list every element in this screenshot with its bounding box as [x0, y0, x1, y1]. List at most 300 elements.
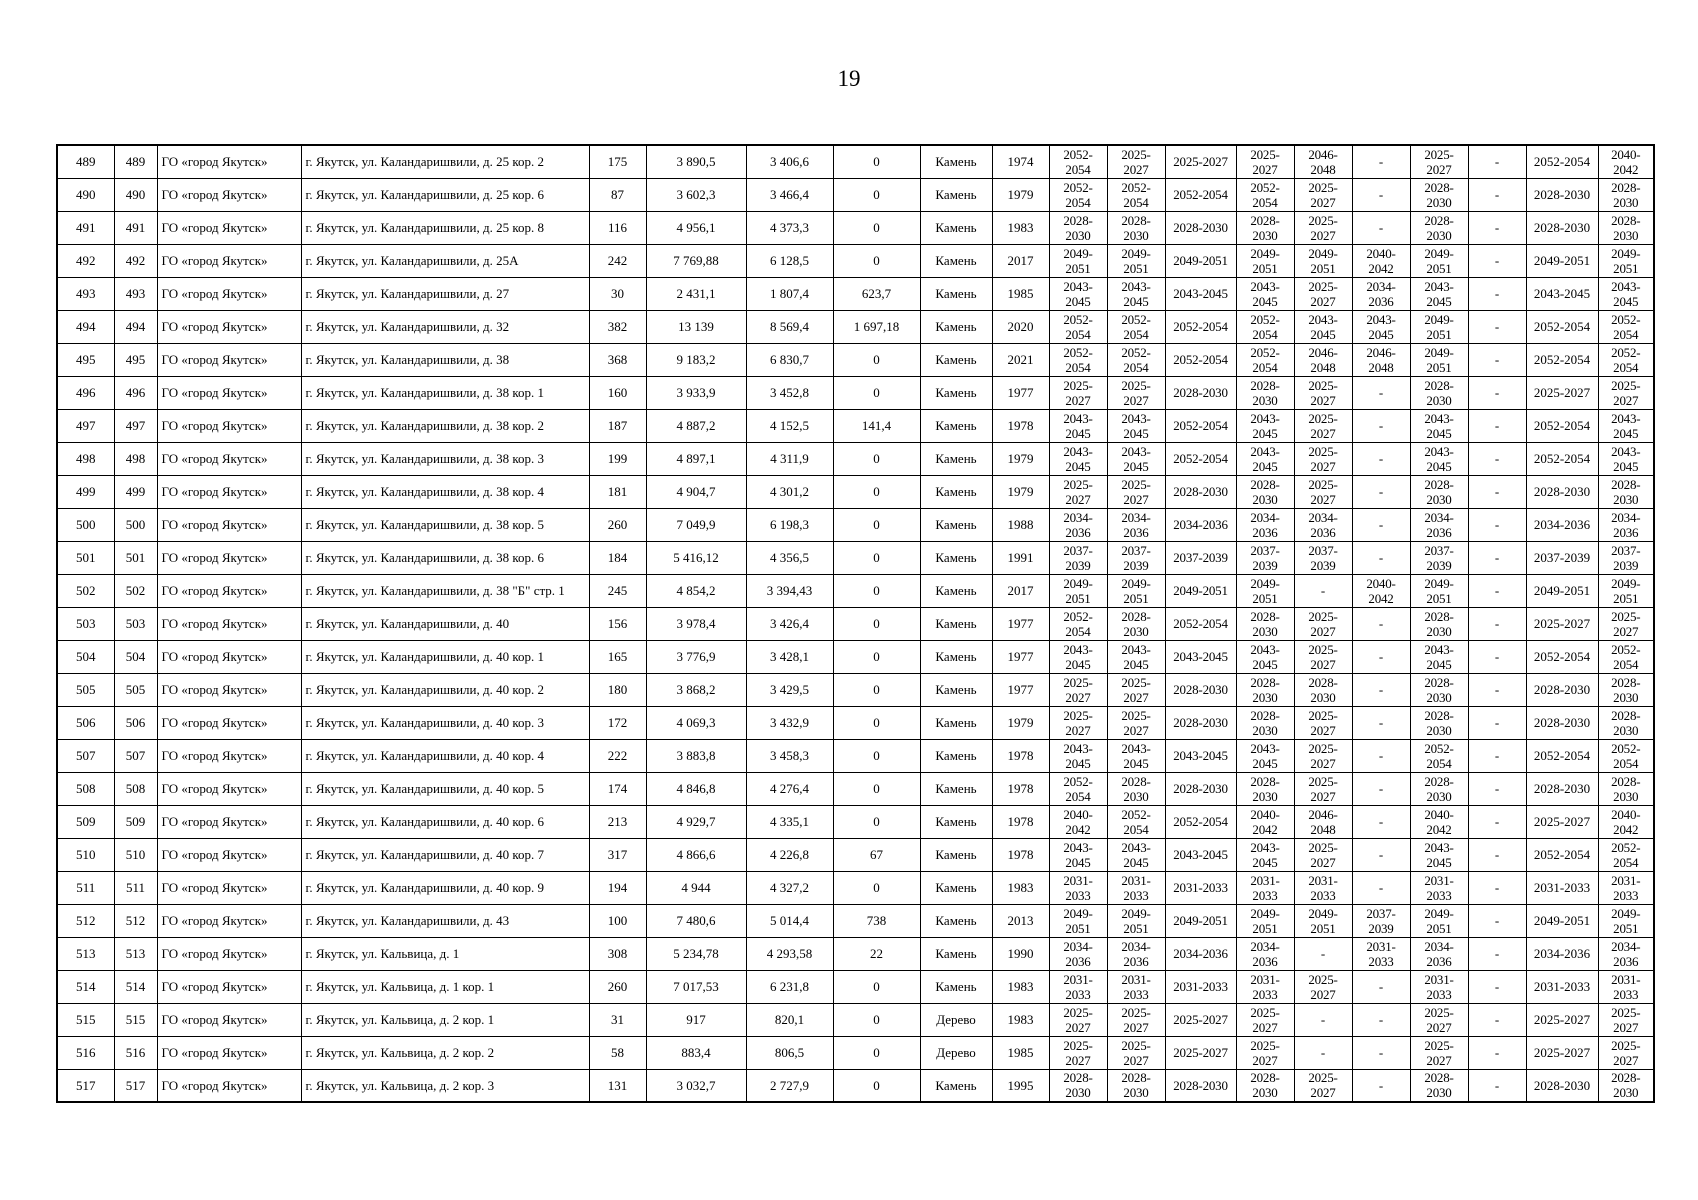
repair-period-cell: -: [1468, 310, 1526, 343]
address-cell: г. Якутск, ул. Каландаришвили, д. 38 кор. 5: [301, 508, 589, 541]
repair-period-cell: 2025-2027: [1294, 211, 1352, 244]
repair-period-cell: -: [1468, 277, 1526, 310]
repair-period-cell: 2025-2027: [1294, 640, 1352, 673]
table-row: [57, 574, 1654, 607]
residents-cell: 245: [589, 574, 646, 607]
municipality-cell: ГО «город Якутск»: [157, 1036, 301, 1069]
address-cell: г. Якутск, ул. Каландаришвили, д. 40 кор. 5: [301, 772, 589, 805]
repair-period-cell: 2025-2027: [1526, 376, 1598, 409]
repair-period-cell: -: [1468, 772, 1526, 805]
municipality-cell: ГО «город Якутск»: [157, 376, 301, 409]
built-year-cell: 1983: [992, 871, 1049, 904]
repair-period-cell: 2046-2048: [1294, 343, 1352, 376]
repair-period-cell: 2025-2027: [1410, 1036, 1468, 1069]
repair-period-cell: -: [1468, 805, 1526, 838]
repair-period-cell: 2031-2033: [1236, 871, 1294, 904]
total-area-cell: 4 887,2: [646, 409, 746, 442]
residents-cell: 260: [589, 970, 646, 1003]
row-number-cell: 500: [57, 508, 114, 541]
wall-material-cell: Камень: [920, 607, 992, 640]
address-cell: г. Якутск, ул. Каландаришвили, д. 40 кор. 3: [301, 706, 589, 739]
repair-period-cell: 2028-2030: [1236, 1069, 1294, 1102]
built-year-cell: 1979: [992, 475, 1049, 508]
repair-period-cell: 2052-2054: [1165, 178, 1236, 211]
repair-period-cell: 2052-2054: [1410, 739, 1468, 772]
repair-period-cell: 2037-2039: [1107, 541, 1165, 574]
repair-period-cell: 2049-2051: [1107, 574, 1165, 607]
wall-material-cell: Камень: [920, 739, 992, 772]
living-area-cell: 5 014,4: [746, 904, 833, 937]
total-area-cell: 3 933,9: [646, 376, 746, 409]
repair-period-cell: 2028-2030: [1294, 673, 1352, 706]
repair-period-cell: 2043-2045: [1107, 838, 1165, 871]
repair-period-cell: 2043-2045: [1107, 442, 1165, 475]
address-cell: г. Якутск, ул. Каландаришвили, д. 40 кор. 6: [301, 805, 589, 838]
built-year-cell: 1979: [992, 442, 1049, 475]
wall-material-cell: Камень: [920, 640, 992, 673]
wall-material-cell: Камень: [920, 574, 992, 607]
repair-period-cell: 2043-2045: [1236, 640, 1294, 673]
repair-period-cell: -: [1468, 178, 1526, 211]
total-area-cell: 7 769,88: [646, 244, 746, 277]
table-row: [57, 739, 1654, 772]
built-year-cell: 1978: [992, 772, 1049, 805]
repair-period-cell: -: [1352, 673, 1410, 706]
repair-period-cell: 2052-2054: [1526, 310, 1598, 343]
municipality-cell: ГО «город Якутск»: [157, 442, 301, 475]
repair-period-cell: -: [1352, 541, 1410, 574]
wall-material-cell: Камень: [920, 970, 992, 1003]
row-number-cell: 492: [57, 244, 114, 277]
built-year-cell: 1979: [992, 706, 1049, 739]
repair-period-cell: 2040-2042: [1352, 244, 1410, 277]
repair-period-cell: 2025-2027: [1294, 970, 1352, 1003]
repair-period-cell: -: [1352, 1069, 1410, 1102]
row-id-cell: 495: [114, 343, 157, 376]
repair-period-cell: 2049-2051: [1049, 904, 1107, 937]
built-year-cell: 1990: [992, 937, 1049, 970]
repair-period-cell: 2028-2030: [1165, 1069, 1236, 1102]
repair-period-cell: 2028-2030: [1236, 376, 1294, 409]
repair-period-cell: 2034-2036: [1526, 508, 1598, 541]
row-number-cell: 510: [57, 838, 114, 871]
living-area-cell: 4 276,4: [746, 772, 833, 805]
municipality-cell: ГО «город Якутск»: [157, 1069, 301, 1102]
address-cell: г. Якутск, ул. Каландаришвили, д. 40 кор. 2: [301, 673, 589, 706]
row-number-cell: 506: [57, 706, 114, 739]
row-id-cell: 505: [114, 673, 157, 706]
living-area-cell: 6 231,8: [746, 970, 833, 1003]
repair-period-cell: 2028-2030: [1165, 706, 1236, 739]
total-area-cell: 3 776,9: [646, 640, 746, 673]
repair-period-cell: 2049-2051: [1410, 574, 1468, 607]
repair-period-cell: 2043-2045: [1165, 838, 1236, 871]
repair-period-cell: -: [1468, 475, 1526, 508]
built-year-cell: 2017: [992, 244, 1049, 277]
repair-period-cell: 2049-2051: [1410, 310, 1468, 343]
municipality-cell: ГО «город Якутск»: [157, 838, 301, 871]
repair-period-cell: 2028-2030: [1236, 706, 1294, 739]
table-row: [57, 970, 1654, 1003]
repair-period-cell: 2028-2030: [1526, 475, 1598, 508]
repair-period-cell: -: [1468, 376, 1526, 409]
wall-material-cell: Камень: [920, 343, 992, 376]
repair-period-cell: 2043-2045: [1598, 277, 1654, 310]
repair-period-cell: 2031-2033: [1526, 871, 1598, 904]
wall-material-cell: Камень: [920, 145, 992, 178]
repair-period-cell: 2028-2030: [1410, 475, 1468, 508]
living-area-cell: 3 428,1: [746, 640, 833, 673]
residents-cell: 222: [589, 739, 646, 772]
nonresidential-area-cell: 0: [833, 772, 920, 805]
repair-period-cell: -: [1352, 178, 1410, 211]
table-row: [57, 145, 1654, 178]
residents-cell: 116: [589, 211, 646, 244]
repair-period-cell: 2028-2030: [1526, 673, 1598, 706]
municipality-cell: ГО «город Якутск»: [157, 607, 301, 640]
table-row: [57, 1036, 1654, 1069]
wall-material-cell: Камень: [920, 673, 992, 706]
wall-material-cell: Камень: [920, 178, 992, 211]
address-cell: г. Якутск, ул. Каландаришвили, д. 25А: [301, 244, 589, 277]
table-row: [57, 244, 1654, 277]
repair-period-cell: 2025-2027: [1294, 838, 1352, 871]
repair-period-cell: 2043-2045: [1107, 640, 1165, 673]
repair-period-cell: 2025-2027: [1526, 1003, 1598, 1036]
row-number-cell: 501: [57, 541, 114, 574]
repair-period-cell: 2034-2036: [1049, 937, 1107, 970]
nonresidential-area-cell: 0: [833, 739, 920, 772]
repair-period-cell: 2052-2054: [1236, 178, 1294, 211]
repair-period-cell: -: [1352, 376, 1410, 409]
row-number-cell: 495: [57, 343, 114, 376]
built-year-cell: 1977: [992, 673, 1049, 706]
wall-material-cell: Камень: [920, 376, 992, 409]
row-number-cell: 491: [57, 211, 114, 244]
residents-cell: 175: [589, 145, 646, 178]
repair-period-cell: 2028-2030: [1598, 673, 1654, 706]
table-row: [57, 772, 1654, 805]
repair-period-cell: 2028-2030: [1165, 376, 1236, 409]
repair-period-cell: 2049-2051: [1526, 244, 1598, 277]
table-row: [57, 409, 1654, 442]
repair-period-cell: -: [1468, 838, 1526, 871]
repair-period-cell: 2049-2051: [1236, 904, 1294, 937]
repair-period-cell: 2052-2054: [1165, 343, 1236, 376]
address-cell: г. Якутск, ул. Каландаришвили, д. 25 кор. 8: [301, 211, 589, 244]
wall-material-cell: Камень: [920, 508, 992, 541]
nonresidential-area-cell: 0: [833, 178, 920, 211]
repair-period-cell: 2037-2039: [1294, 541, 1352, 574]
repair-period-cell: 2028-2030: [1410, 211, 1468, 244]
wall-material-cell: Камень: [920, 805, 992, 838]
repair-period-cell: 2034-2036: [1598, 508, 1654, 541]
total-area-cell: 3 883,8: [646, 739, 746, 772]
row-id-cell: 501: [114, 541, 157, 574]
repair-period-cell: -: [1352, 640, 1410, 673]
repair-period-cell: 2052-2054: [1526, 640, 1598, 673]
wall-material-cell: Дерево: [920, 1036, 992, 1069]
row-id-cell: 507: [114, 739, 157, 772]
address-cell: г. Якутск, ул. Кальвица, д. 2 кор. 2: [301, 1036, 589, 1069]
repair-period-cell: 2049-2051: [1598, 904, 1654, 937]
repair-period-cell: -: [1352, 871, 1410, 904]
repair-period-cell: 2034-2036: [1107, 937, 1165, 970]
row-number-cell: 498: [57, 442, 114, 475]
table-row: [57, 1003, 1654, 1036]
municipality-cell: ГО «город Якутск»: [157, 805, 301, 838]
repair-period-cell: 2046-2048: [1294, 805, 1352, 838]
row-number-cell: 497: [57, 409, 114, 442]
row-id-cell: 514: [114, 970, 157, 1003]
row-id-cell: 513: [114, 937, 157, 970]
built-year-cell: 1977: [992, 607, 1049, 640]
repair-period-cell: 2031-2033: [1294, 871, 1352, 904]
repair-period-cell: 2025-2027: [1049, 1036, 1107, 1069]
repair-period-cell: 2025-2027: [1107, 673, 1165, 706]
total-area-cell: 4 897,1: [646, 442, 746, 475]
table-row: [57, 442, 1654, 475]
repair-period-cell: 2049-2051: [1165, 244, 1236, 277]
total-area-cell: 7 017,53: [646, 970, 746, 1003]
repair-period-cell: 2025-2027: [1598, 376, 1654, 409]
row-id-cell: 499: [114, 475, 157, 508]
repair-period-cell: 2025-2027: [1049, 376, 1107, 409]
nonresidential-area-cell: 0: [833, 211, 920, 244]
municipality-cell: ГО «город Якутск»: [157, 211, 301, 244]
repair-period-cell: 2028-2030: [1107, 1069, 1165, 1102]
row-id-cell: 515: [114, 1003, 157, 1036]
residents-cell: 160: [589, 376, 646, 409]
address-cell: г. Якутск, ул. Каландаришвили, д. 38 кор. 6: [301, 541, 589, 574]
wall-material-cell: Камень: [920, 475, 992, 508]
repair-period-cell: -: [1468, 343, 1526, 376]
repair-period-cell: 2034-2036: [1236, 937, 1294, 970]
nonresidential-area-cell: 0: [833, 1003, 920, 1036]
built-year-cell: 1977: [992, 640, 1049, 673]
repair-period-cell: 2052-2054: [1049, 343, 1107, 376]
repair-period-cell: 2046-2048: [1352, 343, 1410, 376]
repair-period-cell: 2034-2036: [1410, 508, 1468, 541]
repair-period-cell: 2043-2045: [1165, 640, 1236, 673]
repair-period-cell: 2028-2030: [1236, 607, 1294, 640]
total-area-cell: 2 431,1: [646, 277, 746, 310]
residents-cell: 58: [589, 1036, 646, 1069]
repair-period-cell: 2049-2051: [1236, 574, 1294, 607]
repair-period-cell: 2034-2036: [1165, 508, 1236, 541]
repair-period-cell: -: [1352, 211, 1410, 244]
repair-period-cell: 2049-2051: [1598, 244, 1654, 277]
repair-period-cell: 2043-2045: [1410, 409, 1468, 442]
residents-cell: 308: [589, 937, 646, 970]
repair-period-cell: 2028-2030: [1598, 211, 1654, 244]
repair-period-cell: 2052-2054: [1049, 607, 1107, 640]
repair-period-cell: 2052-2054: [1049, 145, 1107, 178]
wall-material-cell: Камень: [920, 211, 992, 244]
residents-cell: 87: [589, 178, 646, 211]
repair-period-cell: -: [1468, 739, 1526, 772]
row-number-cell: 503: [57, 607, 114, 640]
repair-period-cell: 2052-2054: [1049, 310, 1107, 343]
repair-period-cell: 2031-2033: [1410, 970, 1468, 1003]
residents-cell: 260: [589, 508, 646, 541]
repair-period-cell: 2028-2030: [1410, 607, 1468, 640]
total-area-cell: 4 944: [646, 871, 746, 904]
residents-cell: 172: [589, 706, 646, 739]
row-id-cell: 517: [114, 1069, 157, 1102]
repair-period-cell: 2028-2030: [1236, 673, 1294, 706]
residents-cell: 199: [589, 442, 646, 475]
nonresidential-area-cell: 0: [833, 673, 920, 706]
repair-period-cell: 2031-2033: [1526, 970, 1598, 1003]
page-number: 19: [837, 66, 861, 91]
nonresidential-area-cell: 0: [833, 1069, 920, 1102]
total-area-cell: 917: [646, 1003, 746, 1036]
repair-period-cell: 2028-2030: [1410, 706, 1468, 739]
municipality-cell: ГО «город Якутск»: [157, 970, 301, 1003]
residents-cell: 180: [589, 673, 646, 706]
residents-cell: 242: [589, 244, 646, 277]
municipality-cell: ГО «город Якутск»: [157, 343, 301, 376]
residents-cell: 187: [589, 409, 646, 442]
total-area-cell: 4 904,7: [646, 475, 746, 508]
row-id-cell: 497: [114, 409, 157, 442]
repair-period-cell: -: [1352, 508, 1410, 541]
nonresidential-area-cell: 0: [833, 442, 920, 475]
table-row: [57, 904, 1654, 937]
address-cell: г. Якутск, ул. Каландаришвили, д. 27: [301, 277, 589, 310]
municipality-cell: ГО «город Якутск»: [157, 706, 301, 739]
living-area-cell: 4 301,2: [746, 475, 833, 508]
table-row: [57, 343, 1654, 376]
repair-period-cell: -: [1468, 607, 1526, 640]
repair-period-cell: 2052-2054: [1598, 739, 1654, 772]
nonresidential-area-cell: 0: [833, 871, 920, 904]
living-area-cell: 3 429,5: [746, 673, 833, 706]
repair-period-cell: 2028-2030: [1236, 772, 1294, 805]
address-cell: г. Якутск, ул. Каландаришвили, д. 40 кор. 1: [301, 640, 589, 673]
repair-period-cell: 2043-2045: [1352, 310, 1410, 343]
repair-period-cell: -: [1468, 937, 1526, 970]
row-id-cell: 510: [114, 838, 157, 871]
repair-period-cell: 2043-2045: [1107, 739, 1165, 772]
repair-period-cell: 2028-2030: [1107, 211, 1165, 244]
repair-period-cell: 2049-2051: [1107, 244, 1165, 277]
repair-period-cell: 2031-2033: [1598, 871, 1654, 904]
repair-period-cell: 2025-2027: [1049, 475, 1107, 508]
repair-period-cell: 2031-2033: [1236, 970, 1294, 1003]
nonresidential-area-cell: 0: [833, 343, 920, 376]
repair-period-cell: 2028-2030: [1598, 475, 1654, 508]
table-row: [57, 211, 1654, 244]
nonresidential-area-cell: 0: [833, 970, 920, 1003]
repair-period-cell: 2028-2030: [1526, 1069, 1598, 1102]
municipality-cell: ГО «город Якутск»: [157, 1003, 301, 1036]
repair-period-cell: 2034-2036: [1107, 508, 1165, 541]
repair-period-cell: 2049-2051: [1410, 904, 1468, 937]
nonresidential-area-cell: 0: [833, 574, 920, 607]
repair-period-cell: 2049-2051: [1526, 904, 1598, 937]
repair-period-cell: 2025-2027: [1236, 1003, 1294, 1036]
repair-period-cell: 2043-2045: [1165, 277, 1236, 310]
repair-period-cell: -: [1352, 970, 1410, 1003]
living-area-cell: 6 198,3: [746, 508, 833, 541]
built-year-cell: 1978: [992, 409, 1049, 442]
repair-period-cell: 2043-2045: [1526, 277, 1598, 310]
repair-period-cell: 2028-2030: [1410, 178, 1468, 211]
total-area-cell: 4 846,8: [646, 772, 746, 805]
row-number-cell: 515: [57, 1003, 114, 1036]
row-number-cell: 496: [57, 376, 114, 409]
address-cell: г. Якутск, ул. Каландаришвили, д. 38 кор. 3: [301, 442, 589, 475]
built-year-cell: 1985: [992, 277, 1049, 310]
repair-period-cell: 2037-2039: [1352, 904, 1410, 937]
municipality-cell: ГО «город Якутск»: [157, 541, 301, 574]
repair-period-cell: -: [1294, 937, 1352, 970]
residents-cell: 156: [589, 607, 646, 640]
table-row: [57, 178, 1654, 211]
repair-period-cell: 2025-2027: [1049, 673, 1107, 706]
repair-period-cell: 2049-2051: [1598, 574, 1654, 607]
repair-period-cell: 2034-2036: [1165, 937, 1236, 970]
repair-period-cell: 2043-2045: [1049, 739, 1107, 772]
nonresidential-area-cell: 0: [833, 145, 920, 178]
repair-period-cell: 2043-2045: [1598, 442, 1654, 475]
built-year-cell: 1983: [992, 1003, 1049, 1036]
repair-period-cell: -: [1294, 574, 1352, 607]
municipality-cell: ГО «город Якутск»: [157, 937, 301, 970]
repair-period-cell: 2025-2027: [1107, 706, 1165, 739]
address-cell: г. Якутск, ул. Каландаришвили, д. 38: [301, 343, 589, 376]
row-id-cell: 503: [114, 607, 157, 640]
built-year-cell: 1991: [992, 541, 1049, 574]
repair-period-cell: 2031-2033: [1049, 970, 1107, 1003]
address-cell: г. Якутск, ул. Каландаришвили, д. 25 кор. 6: [301, 178, 589, 211]
wall-material-cell: Камень: [920, 409, 992, 442]
living-area-cell: 3 458,3: [746, 739, 833, 772]
row-number-cell: 489: [57, 145, 114, 178]
total-area-cell: 3 032,7: [646, 1069, 746, 1102]
repair-period-cell: 2052-2054: [1107, 805, 1165, 838]
row-number-cell: 499: [57, 475, 114, 508]
residents-cell: 213: [589, 805, 646, 838]
municipality-cell: ГО «город Якутск»: [157, 508, 301, 541]
municipality-cell: ГО «город Якутск»: [157, 739, 301, 772]
repair-period-cell: 2049-2051: [1526, 574, 1598, 607]
nonresidential-area-cell: 141,4: [833, 409, 920, 442]
repair-period-cell: 2052-2054: [1526, 343, 1598, 376]
built-year-cell: 1974: [992, 145, 1049, 178]
wall-material-cell: Камень: [920, 772, 992, 805]
address-cell: г. Якутск, ул. Каландаришвили, д. 43: [301, 904, 589, 937]
municipality-cell: ГО «город Якутск»: [157, 574, 301, 607]
repair-period-cell: 2031-2033: [1107, 970, 1165, 1003]
repair-period-cell: 2025-2027: [1165, 145, 1236, 178]
living-area-cell: 3 394,43: [746, 574, 833, 607]
municipality-cell: ГО «город Якутск»: [157, 904, 301, 937]
repair-period-cell: 2031-2033: [1352, 937, 1410, 970]
repair-period-cell: 2037-2039: [1049, 541, 1107, 574]
table-row: [57, 838, 1654, 871]
repair-period-cell: 2052-2054: [1526, 409, 1598, 442]
repair-period-cell: 2025-2027: [1294, 607, 1352, 640]
living-area-cell: 4 356,5: [746, 541, 833, 574]
municipality-cell: ГО «город Якутск»: [157, 277, 301, 310]
total-area-cell: 4 866,6: [646, 838, 746, 871]
wall-material-cell: Камень: [920, 1069, 992, 1102]
nonresidential-area-cell: 0: [833, 541, 920, 574]
living-area-cell: 3 432,9: [746, 706, 833, 739]
